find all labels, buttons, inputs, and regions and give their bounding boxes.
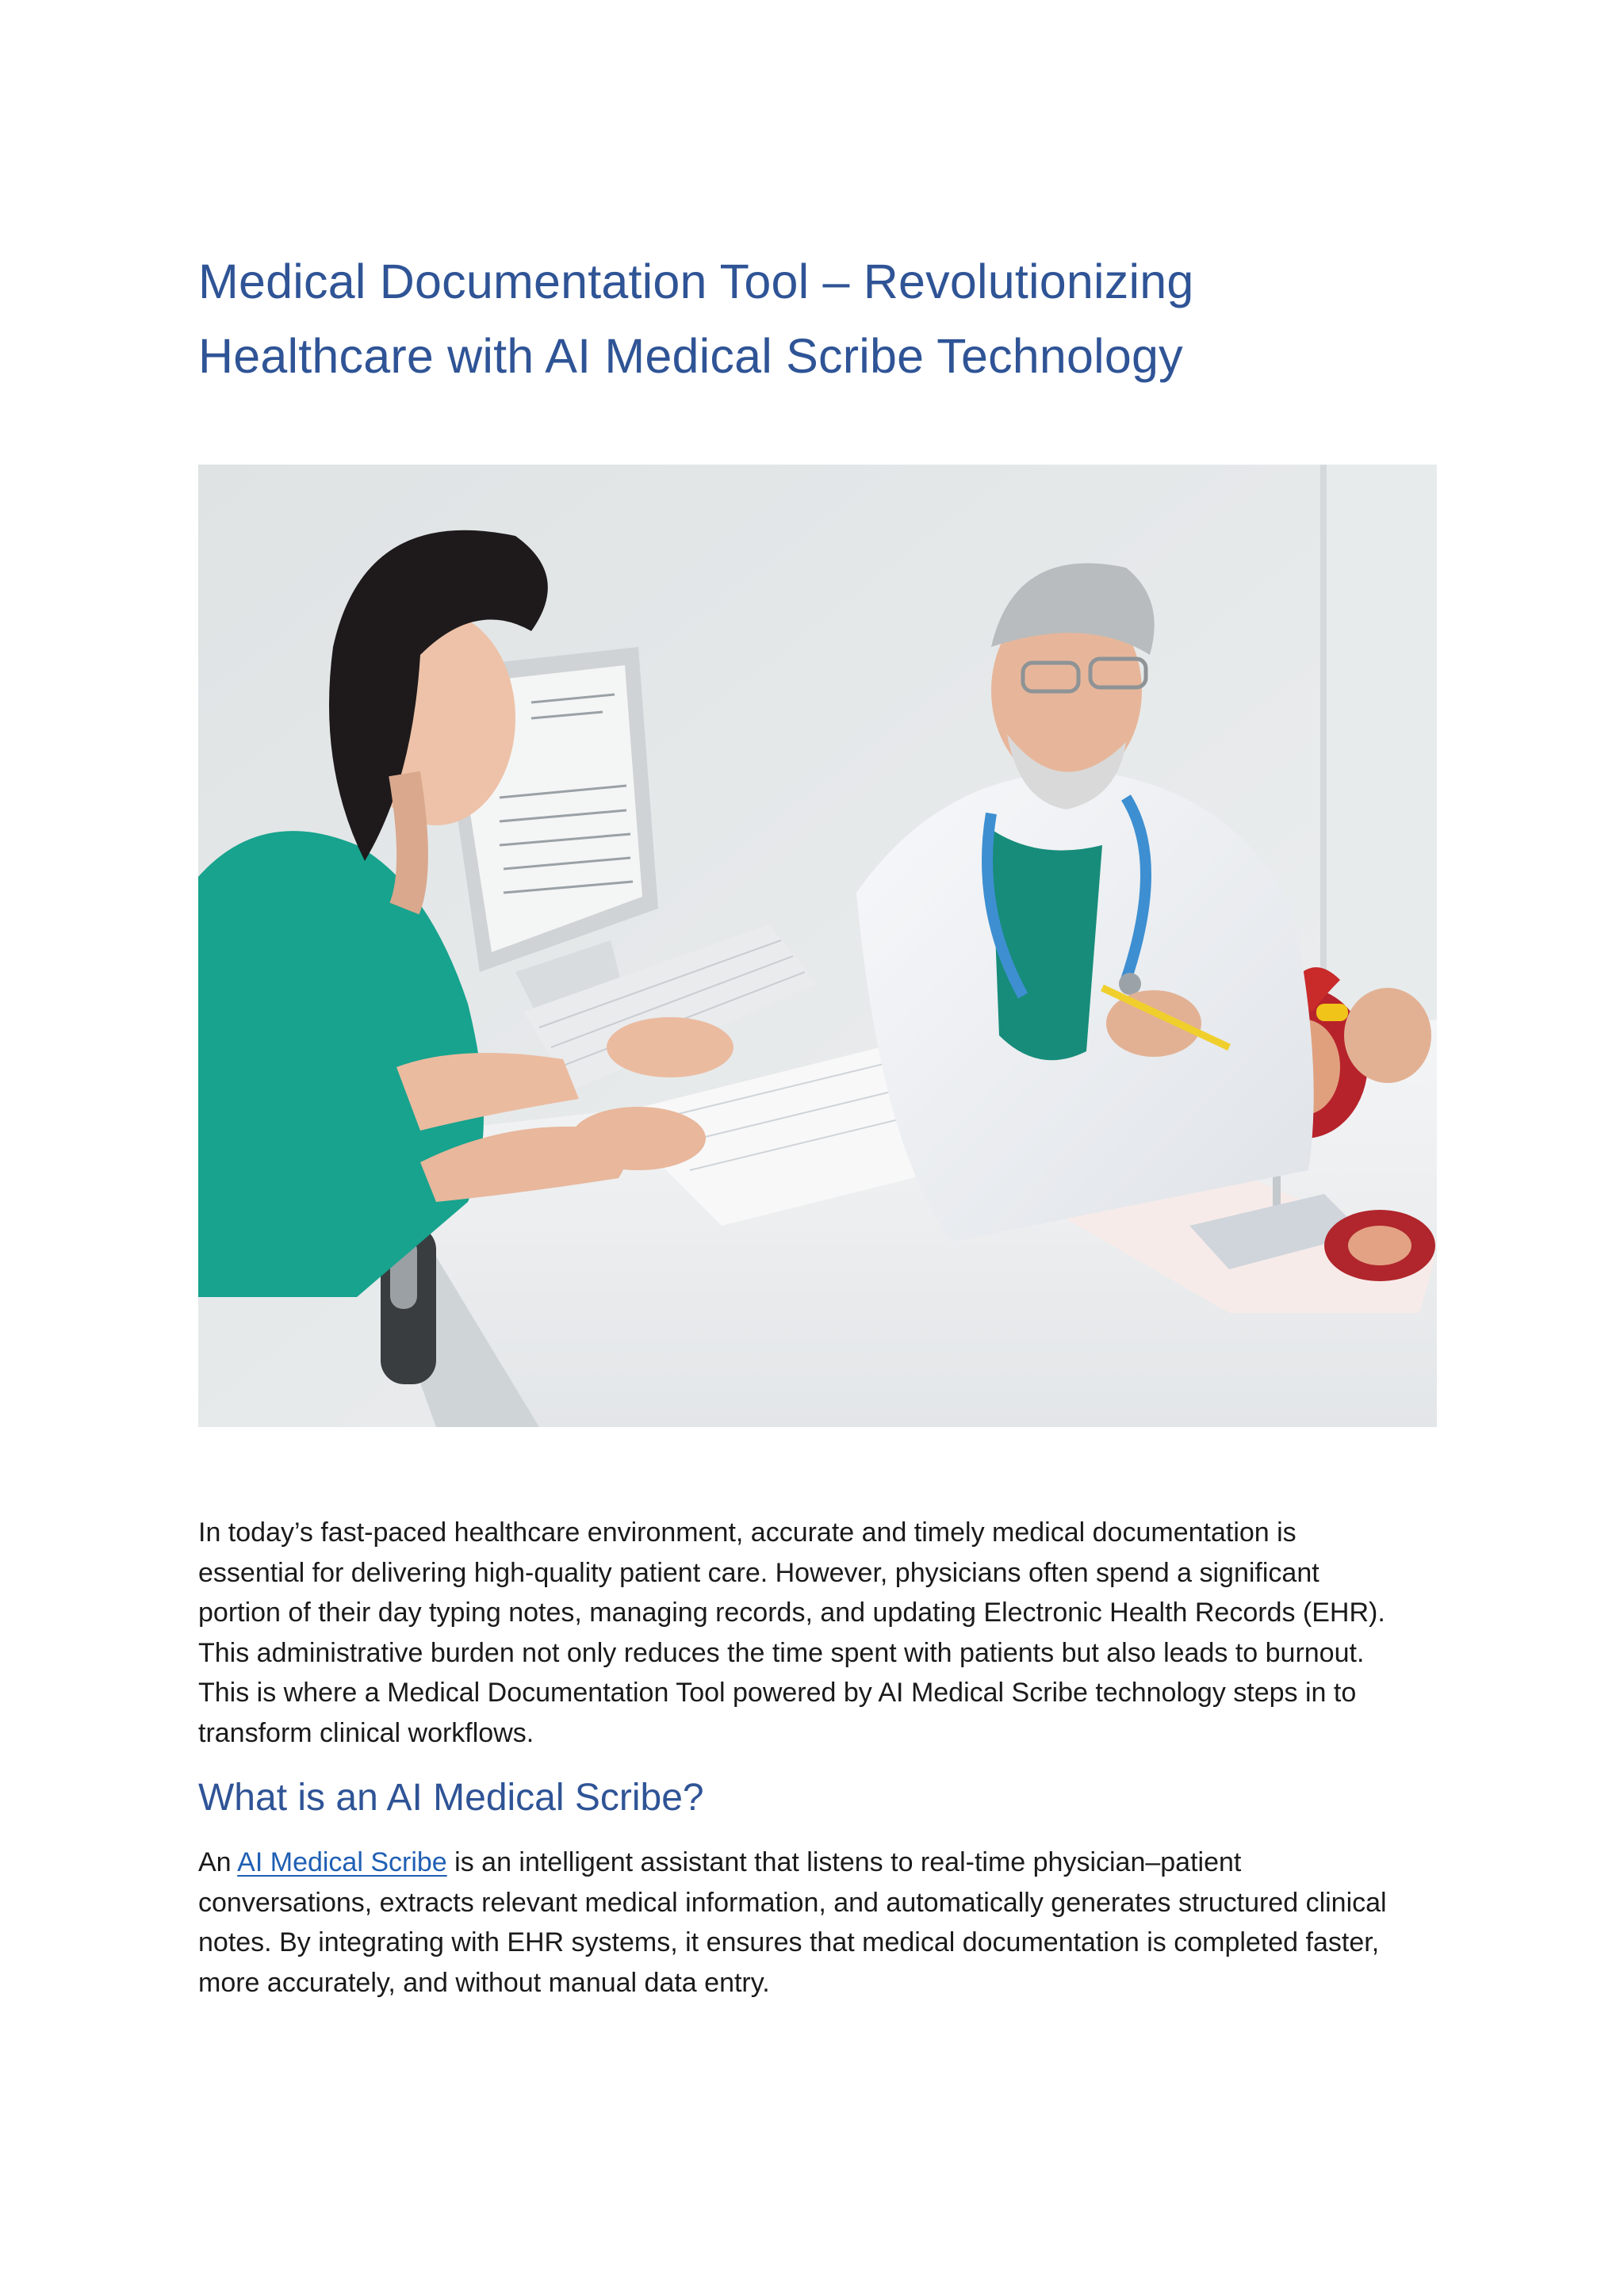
document-title: [198, 244, 1435, 393]
title-line-1: Medical Documentation Tool – Revolutionizing: [198, 254, 1194, 308]
section-paragraph: [198, 1843, 1435, 2003]
section-heading: What is an AI Medical Scribe?: [198, 1777, 704, 1819]
hero-photo: [198, 465, 1437, 1427]
ai-medical-scribe-link[interactable]: AI Medical Scribe: [237, 1847, 447, 1877]
section-line: notes. By integrating with EHR systems, it ensures that medical documentation is completed faster,: [198, 1927, 1380, 1957]
section-line-1-suffix: is an intelligent assistant that listens to real-time physician–patient: [446, 1847, 1242, 1877]
section-line: conversations, extracts relevant medical information, and automatically generates structured clinical: [198, 1887, 1387, 1918]
intro-line: transform clinical workflows.: [198, 1717, 534, 1748]
intro-line: In today’s fast-paced healthcare environment, accurate and timely medical documentation is: [198, 1517, 1297, 1548]
section-line: more accurately, and without manual data entry.: [198, 1967, 770, 1998]
title-line-2: Healthcare with AI Medical Scribe Technology: [198, 329, 1183, 383]
intro-line: This administrative burden not only reduces the time spent with patients but also leads to burnout.: [198, 1637, 1365, 1668]
intro-line: This is where a Medical Documentation Tool powered by AI Medical Scribe technology steps in to: [198, 1678, 1357, 1708]
intro-line: essential for delivering high-quality patient care. However, physicians often spend a significant: [198, 1557, 1320, 1588]
intro-paragraph: [198, 1513, 1435, 1753]
section-line-1-prefix: An: [198, 1847, 238, 1877]
section-line-1: [198, 1843, 1435, 1883]
intro-line: portion of their day typing notes, managing records, and updating Electronic Health Records (EHR).: [198, 1598, 1385, 1628]
